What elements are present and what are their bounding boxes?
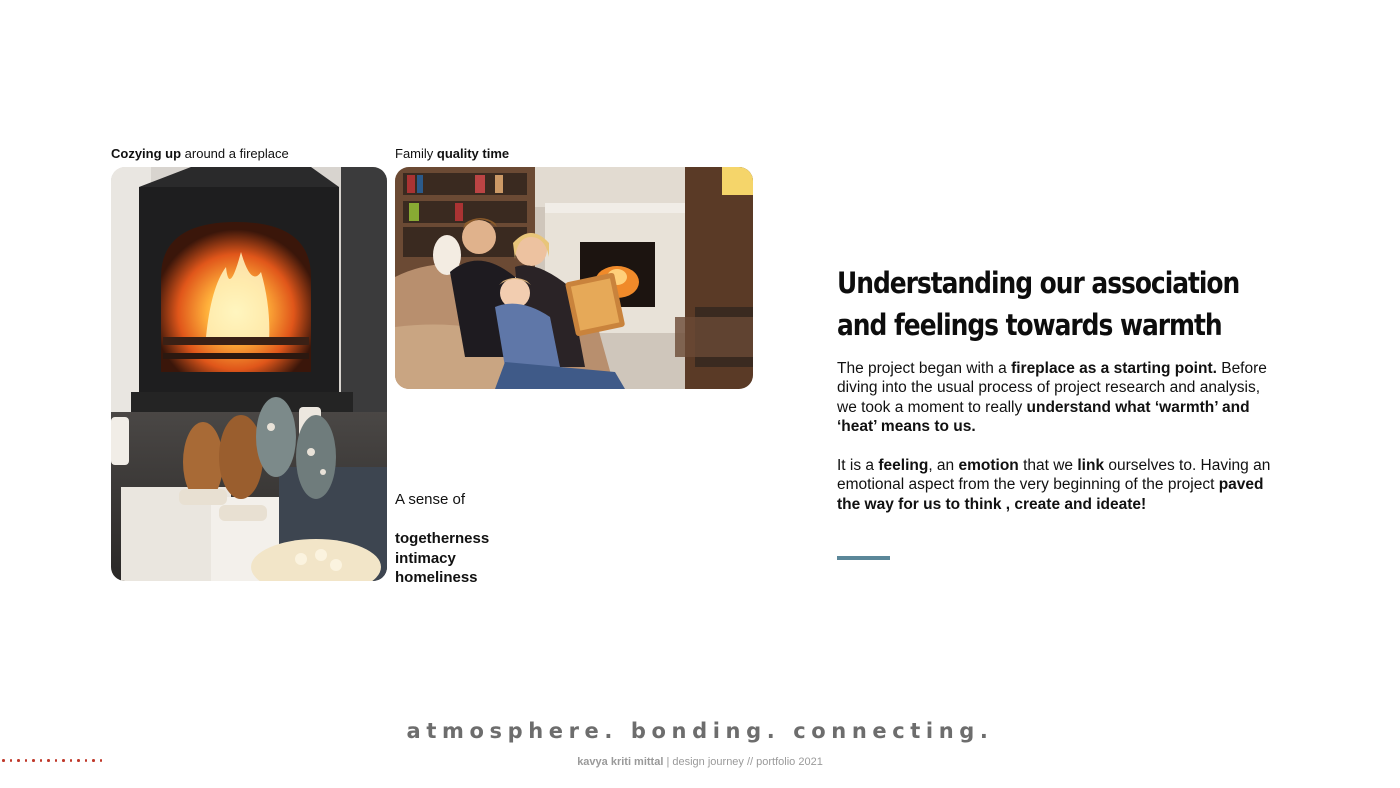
heading-line-1: Understanding our association — [837, 266, 1240, 300]
accent-bar — [837, 556, 890, 560]
p2-bold-1: feeling — [878, 457, 929, 474]
sense-item-intimacy: intimacy — [395, 549, 456, 567]
sense-item-homeliness: homeliness — [395, 569, 478, 586]
family-caption-plain: Family — [395, 146, 437, 161]
tagline: atmosphere. bonding. connecting. — [406, 719, 994, 743]
dotted-decoration — [2, 759, 102, 762]
p1-bold-1: fireplace as a starting point. — [1011, 360, 1217, 377]
sense-intro: A sense of — [395, 491, 466, 508]
p1-text-1: The project began with a — [837, 360, 1012, 377]
footer-credit — [0, 756, 1400, 768]
p2-text-2: , an — [928, 457, 959, 474]
sense-item-togetherness: togetherness — [395, 530, 490, 547]
family-caption — [395, 146, 509, 161]
fireplace-caption-bold: Cozying up — [111, 146, 182, 161]
family-photo — [395, 167, 753, 389]
fireplace-caption — [111, 146, 289, 161]
heading-line-2: and feelings towards warmth — [837, 308, 1222, 342]
p2-bold-3: link — [1077, 457, 1105, 474]
fireplace-caption-rest: around a fireplace — [181, 146, 289, 161]
p1-text-2: Before diving into the usual process of project research and analysis, we took a moment to really — [837, 360, 1267, 416]
p2-bold-2: emotion — [958, 457, 1019, 474]
p1-bold-2: understand what ‘warmth’ and ‘heat’ means to us. — [837, 398, 1250, 436]
p2-bold-4: paved the way for us to think , create and ideate! — [837, 476, 1264, 513]
paragraph-intro — [837, 359, 1277, 437]
fireplace-photo — [111, 167, 387, 581]
paragraph-feeling — [837, 456, 1277, 514]
section-heading — [837, 262, 1239, 346]
footer-rest: | design journey // portfolio 2021 — [663, 756, 823, 768]
p2-text-1: It is a — [837, 457, 879, 474]
family-caption-bold: quality time — [436, 146, 510, 161]
p2-text-3: that we — [1018, 457, 1078, 474]
sense-block — [395, 490, 489, 588]
p2-text-4: ourselves to. Having an emotional aspect from the very beginning of the project — [837, 457, 1271, 494]
footer-author: kavya kriti mittal — [577, 756, 664, 768]
